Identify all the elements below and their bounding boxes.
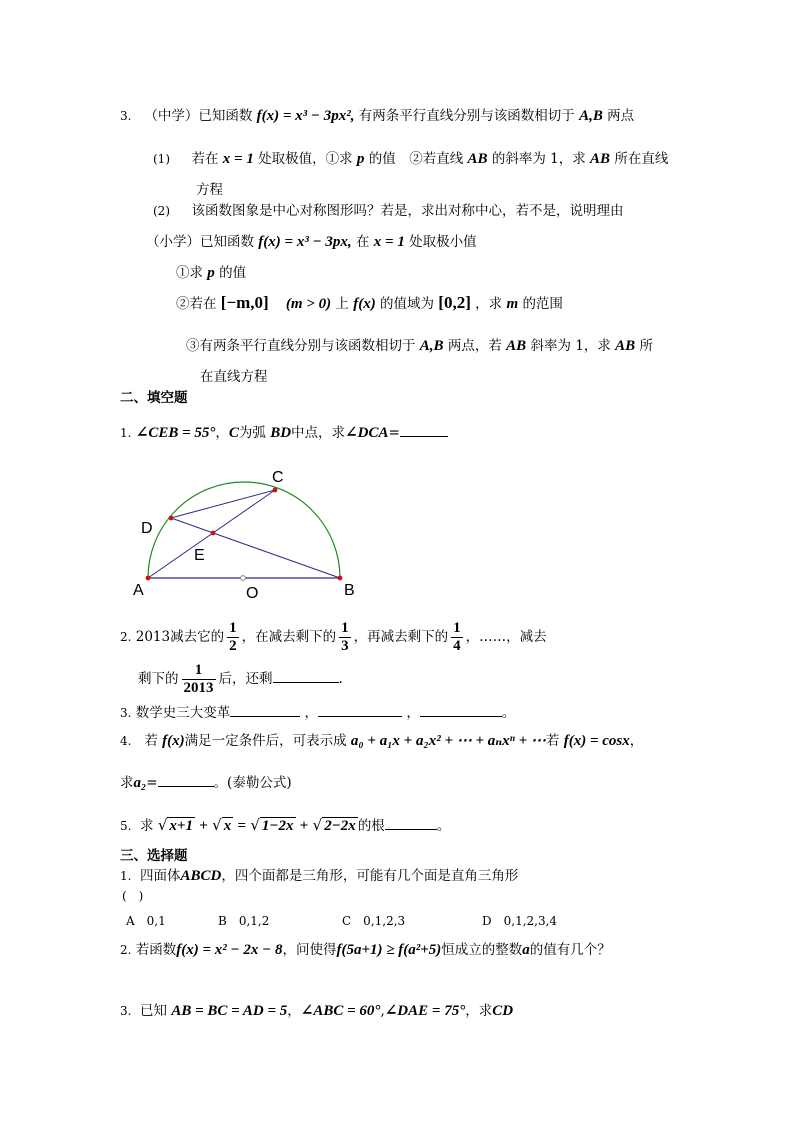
- answer-blank[interactable]: [385, 815, 437, 830]
- primary-question-3-wrap: 在直线方程: [200, 369, 268, 385]
- fraction-half: $\frac{1}{2}$: [229, 620, 237, 654]
- fraction-third: $\frac{1}{3}$: [341, 620, 349, 654]
- problem-number: 3.: [120, 109, 132, 123]
- fill-problem-4-wrap: 求a₂= 。(泰勒公式): [120, 772, 292, 793]
- point-o: [241, 576, 246, 581]
- label-c: C: [272, 469, 284, 486]
- choice-heading: 三、选择题: [120, 848, 188, 864]
- fraction-quarter: $\frac{1}{4}$: [453, 620, 461, 654]
- answer-blank[interactable]: [158, 772, 214, 787]
- fill-problem-5: 5. 求 √ x+1 + √ x = √ 1−2x + √ 2−2x 的根 。: [120, 816, 451, 834]
- problem-3-sub-1: (1) 若在 x = 1 处取极值，①求 p 的值 ②若直线 AB 的斜率为 1，求 AB 所在直线: [153, 151, 669, 167]
- taylor-series: a₀ + a₁x + a₂x² + ⋯ + aₙxⁿ + ⋯: [350, 733, 546, 749]
- answer-blank[interactable]: [230, 702, 300, 717]
- choice-problem-1: 1. 四面体ABCD，四个面都是三角形，可能有几个面是直角三角形: [120, 868, 519, 884]
- option-a[interactable]: A 0,1: [126, 914, 166, 928]
- fill-problem-2: 2. 2013减去它的 $\frac{1}{2}$ ，在减去剩下的 $\frac{1}{3}$ ，再减去剩下的 $\frac{1}{4}$ ，……，减去: [120, 620, 547, 654]
- semicircle-figure: [125, 462, 375, 607]
- choice-problem-3: 3. 已知 AB = BC = AD = 5，∠ABC = 60°,∠DAE = 75°，求CD: [120, 1003, 514, 1019]
- fill-problem-1: 1. ∠CEB = 55°，C为弧 BD中点，求∠DCA=: [120, 422, 448, 443]
- label-o: O: [246, 585, 259, 602]
- point-c: [273, 488, 278, 493]
- fill-problem-4: 4. 若 f(x)满足一定条件后，可表示成 a₀ + a₁x + a₂x² + ⋯ + aₙxⁿ + ⋯若 f(x) = cosx，: [120, 733, 644, 749]
- label-a: A: [133, 582, 144, 599]
- problem-3-sub-2: (2) 该函数图象是中心对称图形吗？若是，求出对称中心，若不是，说明理由: [153, 203, 624, 219]
- answer-blank[interactable]: [318, 702, 402, 717]
- primary-question-2: ②若在 [−m,0] (m > 0) 上 f(x) 的值域为 [0,2] ，求 m 的范围: [176, 293, 563, 312]
- semicircle-arc: [148, 482, 340, 578]
- option-b[interactable]: B 0,1,2: [218, 914, 270, 928]
- primary-version: （小学）已知函数 f(x) = x³ − 3px, 在 x = 1 处取极小值: [146, 234, 477, 250]
- chord-dc: [171, 490, 275, 518]
- option-d[interactable]: D 0,1,2,3,4: [482, 914, 558, 928]
- fill-in-heading: 二、填空题: [120, 390, 188, 406]
- point-b: [338, 576, 343, 581]
- option-c[interactable]: C 0,1,2,3: [342, 914, 406, 928]
- choice-problem-2: 2. 若函数f(x) = x² − 2x − 8，问使得f(5a+1) ≥ f(a²+5)恒成立的整数a的值有几个？: [120, 942, 611, 958]
- label-e: E: [194, 547, 205, 564]
- point-e: [211, 531, 216, 536]
- answer-blank[interactable]: [420, 702, 502, 717]
- fraction-2013: $\frac{1}{2013}$: [183, 662, 214, 696]
- primary-question-1: ①求 p 的值: [176, 265, 247, 281]
- problem-3-line-1: 3. （中学）已知函数 f(x) = x³ − 3px², 有两条平行直线分别与该函数相切于 A,B 两点: [120, 108, 635, 124]
- choice-problem-1-paren: ( ): [122, 889, 144, 903]
- point-a: [146, 576, 151, 581]
- function-formula: f(x) = x³ − 3px²,: [256, 108, 355, 124]
- primary-question-3: ③有两条平行直线分别与该函数相切于 A,B 两点，若 AB 斜率为 1，求 AB 所: [186, 338, 653, 354]
- label-d: D: [141, 520, 153, 537]
- answer-blank[interactable]: [273, 668, 339, 683]
- fill-problem-2-wrap: 剩下的 $\frac{1}{2013}$ 后，还剩 .: [138, 662, 343, 696]
- problem-3-sub-1-wrap: 方程: [196, 182, 223, 198]
- point-d: [169, 516, 174, 521]
- label-b: B: [344, 582, 355, 599]
- fill-problem-3: 3. 数学史三大变革 ， ， 。: [120, 702, 515, 723]
- answer-blank[interactable]: [400, 422, 448, 437]
